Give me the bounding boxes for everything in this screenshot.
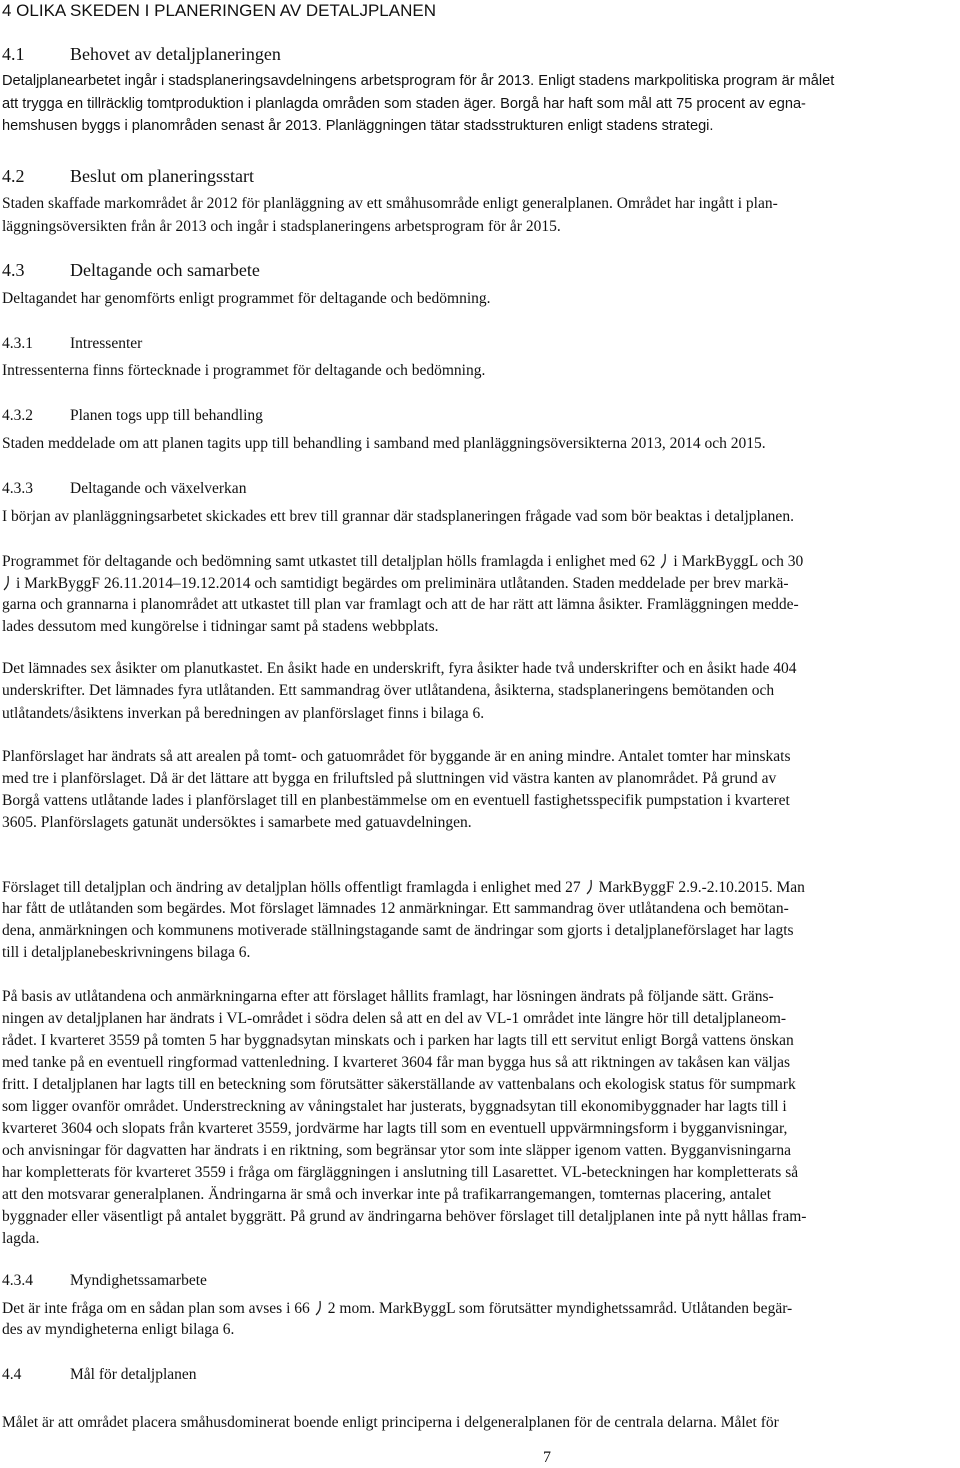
- section-number: 4.3.4: [2, 1272, 33, 1289]
- section-number: 4.1: [2, 44, 25, 64]
- paragraph-line: underskrifter. Det lämnades fyra utlåtanden. Ett sammandrag över utlåtandena, åsikterna, stadsplaneringens bemötanden och: [2, 682, 775, 699]
- paragraph-line: [2, 572, 789, 595]
- section-heading-4-3-4: [2, 1270, 207, 1292]
- paragraph-line: att den motsvarar generalplanen. Ändringarna är små och inverkar inte på trafikarrangemangen, tomternas placering, antalet: [2, 1186, 772, 1203]
- paragraph-line: 3605. Planförslagets gatunät undersöktes i samarbete med gatuavdelningen.: [2, 814, 472, 831]
- section-heading-4-3-2: [2, 405, 263, 427]
- section-number: 4.3.2: [2, 407, 33, 424]
- section-title: Intressenter: [70, 335, 143, 352]
- paragraph-line: med tre i planförslaget. Då är det lättare att bygga en friluftsled på sluttningen vid västra kanten av planområdet. På grund av: [2, 770, 777, 787]
- paragraph-line: med tanke på en eventuell ringformad vattenledning. I kvarteret 3604 får man bygga hus så att riktningen av takåsen kan väljas: [2, 1054, 791, 1071]
- section-number: 4.3.1: [2, 335, 33, 352]
- paragraph-line: Deltagandet har genomförts enligt programmet för deltagande och bedömning.: [2, 290, 491, 307]
- paragraph-line: Borgå vattens utlåtande lades i planförslaget till en planbestämmelse om en eventuell fastighetsspecifik pumpstation i kvarteret: [2, 792, 790, 809]
- paragraph-line: Planförslaget har ändrats så att arealen på tomt- och gatuområdet för byggande är en aning mindre. Antalet tomter har minskats: [2, 748, 791, 765]
- paragraph-line: läggningsöversikten från år 2013 och ingår i stadsplaneringens arbetsprogram för år 2015.: [2, 218, 561, 235]
- paragraph-line: des av myndigheterna enligt bilaga 6.: [2, 1321, 235, 1338]
- section-sign-icon: [314, 1300, 324, 1316]
- paragraph-line: På basis av utlåtandena och anmärkningarna efter att förslaget hållits framlagt, har lösningen ändrats på följande sätt. Gräns-: [2, 988, 774, 1005]
- paragraph-line: ningen av detaljplanen har ändrats i VL-området i södra delen så att en del av VL-1 området inte längre hör till detaljplaneom-: [2, 1010, 787, 1027]
- section-sign-icon: [659, 553, 669, 569]
- section-number: 4.3.3: [2, 480, 33, 497]
- page-number: 7: [543, 1449, 551, 1466]
- paragraph-line: [2, 550, 803, 573]
- section-heading-4-3-3: [2, 478, 246, 500]
- section-title: Deltagande och växelverkan: [70, 480, 247, 497]
- paragraph-line: har kompletterats för kvarteret 3559 i fråga om färgläggningen i anslutning till Lasarettet. VL-beteckningen har kompletterats så: [2, 1164, 799, 1181]
- section-title: Mål för detaljplanen: [70, 1366, 197, 1383]
- section-title: Deltagande och samarbete: [70, 260, 260, 280]
- text-run: i MarkByggL och 30: [673, 553, 804, 570]
- paragraph-line: Detaljplanearbetet ingår i stadsplaneringsavdelningens arbetsprogram för år 2013. Enligt stadens markpolitiska program är målet: [2, 73, 835, 89]
- paragraph-line: I början av planläggningsarbetet skickades ett brev till grannar där stadsplaneringen frågade vad som bör beaktas i detaljplanen.: [2, 508, 794, 525]
- section-heading-4-4: [2, 1364, 197, 1386]
- section-sign-icon: [585, 879, 595, 895]
- paragraph-line: till i detaljplanebeskrivningens bilaga 6.: [2, 944, 251, 961]
- section-number: 4.2: [2, 166, 25, 186]
- paragraph-line: Staden meddelade om att planen tagits upp till behandling i samband med planläggningsöversikterna 2013, 2014 och 2015.: [2, 435, 766, 452]
- paragraph-line: dena, anmärkningen och kommunens motiverade ställningstagande samt de ändringar som gjorts i detaljplaneförslaget har lagts: [2, 922, 794, 939]
- paragraph-line: [2, 1297, 792, 1320]
- text-run: Programmet för deltagande och bedömning samt utkastet till detaljplan hölls framlagda i enlighet med 62: [2, 553, 656, 570]
- text-run: MarkByggF 2.9.-2.10.2015. Man: [598, 879, 805, 896]
- section-title: Beslut om planeringsstart: [70, 166, 254, 186]
- paragraph-line: [2, 876, 805, 899]
- paragraph-line: fritt. I detaljplanen har lagts till en beteckning som förutsätter säkerställande av vattenbalans och ekologisk status för sumpmark: [2, 1076, 796, 1093]
- paragraph-line: kvarteret 3604 och slopats från kvarteret 3559, jordvärme har lagts till som en eventuell uppvärmningsform i bygganvisningar,: [2, 1120, 788, 1137]
- section-heading-4-3: [2, 258, 260, 282]
- text-run: Förslaget till detaljplan och ändring av detaljplan hölls offentligt framlagda i enlighet med 27: [2, 879, 581, 896]
- section-number: 4.4: [2, 1366, 22, 1383]
- section-number: 4.3: [2, 260, 25, 280]
- paragraph-line: lagda.: [2, 1230, 40, 1247]
- paragraph-line: rådet. I kvarteret 3559 på tomten 5 har byggnadsytan minskats och i parken har lagts till ett servitut enligt Borgå vattens önskan: [2, 1032, 794, 1049]
- paragraph-line: utlåtandets/åsiktens inverkan på beredningen av planförslaget finns i bilaga 6.: [2, 705, 485, 722]
- paragraph-line: garna och grannarna i planområdet att utkastet till plan var framlagt och att de har rätt att lämna åsikter. Framläggningen medde-: [2, 596, 799, 613]
- paragraph-line: att trygga en tillräcklig tomtproduktion i planlagda områden som staden äger. Borgå har haft som mål att 75 procent av egna-: [2, 96, 806, 112]
- section-title: Myndighetssamarbete: [70, 1272, 207, 1289]
- text-run: i MarkByggF 26.11.2014–19.12.2014 och samtidigt begärdes om preliminära utlåtanden. Staden meddelade per brev markä-: [16, 575, 789, 592]
- paragraph-line: som ligger ovanför området. Understreckning av våningstalet har justerats, byggnadsytan till ekonomibyggnader har lagts till i: [2, 1098, 787, 1115]
- section-heading-4-3-1: [2, 333, 142, 355]
- section-sign-icon: [2, 575, 12, 591]
- chapter-heading: 4 OLIKA SKEDEN I PLANERINGEN AV DETALJPLANEN: [2, 1, 436, 20]
- text-run: 2 mom. MarkByggL som förutsätter myndighetssamråd. Utlåtanden begär-: [327, 1300, 793, 1317]
- paragraph-line: Målet är att området placera småhusdominerat boende enligt principerna i delgeneralplanen för de centrala delarna. Målet för: [2, 1414, 779, 1431]
- section-heading-4-1: [2, 42, 281, 66]
- paragraph-line: har fått de utlåtanden som begärdes. Mot förslaget lämnades 12 anmärkningar. Ett sammandrag över utlåtandena och bemötan-: [2, 900, 789, 917]
- paragraph-line: byggnader eller väsentligt på antalet byggrätt. På grund av ändringarna behöver förslaget till detaljplanen inte på nytt hållas fram-: [2, 1208, 807, 1225]
- paragraph-line: och anvisningar för dagvatten har ändrats i en riktning, som begränsar ytor som inte släpper igenom vatten. Bygganvisningarna: [2, 1142, 792, 1159]
- text-run: Det är inte fråga om en sådan plan som avses i 66: [2, 1300, 310, 1317]
- paragraph-line: Staden skaffade markområdet år 2012 för planläggning av ett småhusområde enligt generalplanen. Området har ingått i plan-: [2, 195, 778, 212]
- section-title: Behovet av detaljplaneringen: [70, 44, 281, 64]
- paragraph-line: hemshusen byggs i planområden senast år 2013. Planläggningen tätar stadsstrukturen enligt stadens strategi.: [2, 118, 714, 134]
- section-heading-4-2: [2, 164, 254, 188]
- paragraph-line: Det lämnades sex åsikter om planutkastet. En åsikt hade en underskrift, fyra åsikter hade två underskrifter och en åsikt hade 404: [2, 660, 797, 677]
- section-title: Planen togs upp till behandling: [70, 407, 263, 424]
- paragraph-line: Intressenterna finns förtecknade i programmet för deltagande och bedömning.: [2, 362, 486, 379]
- paragraph-line: lades dessutom med kungörelse i tidningar samt på stadens webbplats.: [2, 618, 439, 635]
